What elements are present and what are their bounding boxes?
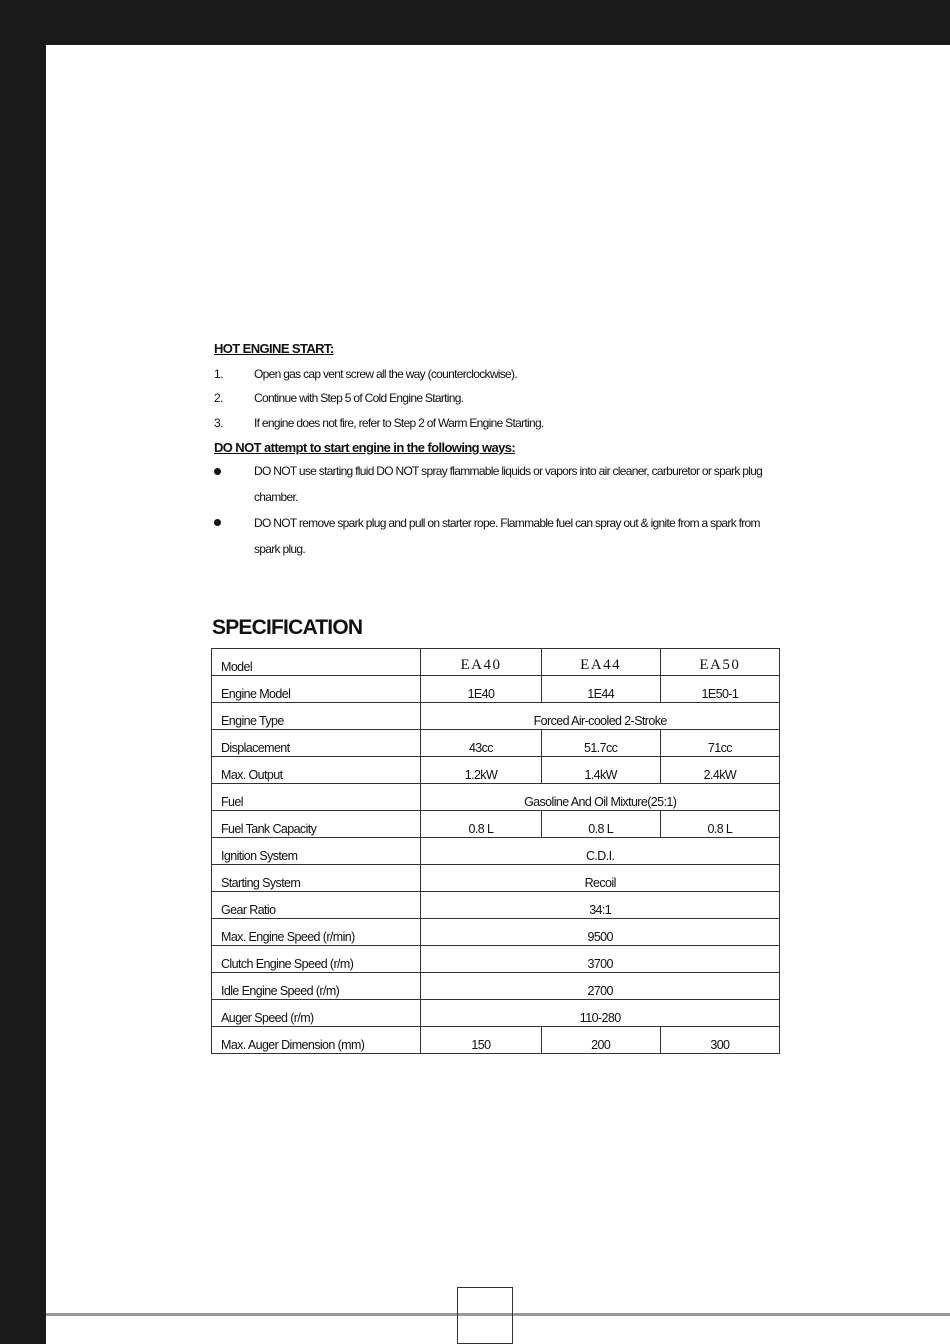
- page-number-box: [457, 1287, 513, 1344]
- spec-row: [212, 730, 780, 757]
- spec-label: Starting System: [212, 865, 421, 892]
- spec-label: Idle Engine Speed (r/m): [212, 973, 421, 1000]
- step-text: Continue with Step 5 of Cold Engine Starting.: [254, 391, 464, 405]
- spec-row: [212, 676, 780, 703]
- spec-row: [212, 649, 780, 676]
- spec-value-merged: Gasoline And Oil Mixture(25:1): [421, 784, 780, 811]
- warnings-heading: DO NOT attempt to start engine in the following ways:: [214, 440, 516, 455]
- spec-row: [212, 973, 780, 1000]
- bullet-icon: [214, 519, 221, 526]
- spec-label: Max. Output: [212, 757, 421, 784]
- spec-row: [212, 1000, 780, 1027]
- spec-value: 150: [421, 1027, 541, 1054]
- spec-value-merged: 34:1: [421, 892, 780, 919]
- spec-row: [212, 757, 780, 784]
- spec-value: 43cc: [421, 730, 541, 757]
- step-number: 2.: [214, 391, 224, 405]
- spec-row: [212, 865, 780, 892]
- step-number: 1.: [214, 367, 224, 381]
- step-number: 3.: [214, 416, 224, 430]
- spec-value-merged: 2700: [421, 973, 780, 1000]
- spec-row: [212, 811, 780, 838]
- spec-value: 300: [660, 1027, 779, 1054]
- spec-label: Max. Engine Speed (r/min): [212, 919, 421, 946]
- spec-value: 0.8 L: [660, 811, 779, 838]
- spec-value: 200: [541, 1027, 660, 1054]
- spec-label: Engine Type: [212, 703, 421, 730]
- warning-item: DO NOT use starting fluid DO NOT spray flammable liquids or vapors into air cleaner, carburetor or spark plug chamber.: [254, 464, 763, 504]
- spec-label: Max. Auger Dimension (mm): [212, 1027, 421, 1054]
- hot-engine-start-heading: HOT ENGINE START:: [214, 341, 334, 356]
- spec-row: [212, 784, 780, 811]
- model-header-cell: EA50: [660, 649, 779, 676]
- spec-label: Clutch Engine Speed (r/m): [212, 946, 421, 973]
- spec-value-merged: 3700: [421, 946, 780, 973]
- spec-label: Displacement: [212, 730, 421, 757]
- spec-value-merged: Forced Air-cooled 2-Stroke: [421, 703, 780, 730]
- model-header-cell: EA44: [541, 649, 660, 676]
- spec-value: 51.7cc: [541, 730, 660, 757]
- spec-value: 71cc: [660, 730, 779, 757]
- spec-value: 1E44: [541, 676, 660, 703]
- spec-label: Fuel Tank Capacity: [212, 811, 421, 838]
- spec-value: 1.4kW: [541, 757, 660, 784]
- model-header-cell: EA40: [421, 649, 541, 676]
- spec-value: 1.2kW: [421, 757, 541, 784]
- spec-value: 0.8 L: [541, 811, 660, 838]
- spec-value-merged: Recoil: [421, 865, 780, 892]
- spec-value-merged: C.D.I.: [421, 838, 780, 865]
- spec-row: [212, 703, 780, 730]
- spec-value: 2.4kW: [660, 757, 779, 784]
- spec-row: [212, 838, 780, 865]
- spec-row: [212, 946, 780, 973]
- spec-row: [212, 892, 780, 919]
- spec-value: 1E50-1: [660, 676, 779, 703]
- warning-item: DO NOT remove spark plug and pull on starter rope. Flammable fuel can spray out & ignite from a spark from spark plug.: [254, 516, 760, 556]
- spec-label: Ignition System: [212, 838, 421, 865]
- spec-row: [212, 1027, 780, 1054]
- spec-label: Auger Speed (r/m): [212, 1000, 421, 1027]
- spec-value-merged: 110-280: [421, 1000, 780, 1027]
- bullet-icon: [214, 468, 221, 475]
- spec-label: Fuel: [212, 784, 421, 811]
- specification-table-body: [212, 649, 780, 1054]
- spec-label: Gear Ratio: [212, 892, 421, 919]
- specification-title: SPECIFICATION: [212, 616, 363, 639]
- spec-value: 0.8 L: [421, 811, 541, 838]
- step-text: Open gas cap vent screw all the way (counterclockwise).: [254, 367, 517, 381]
- spec-value-merged: 9500: [421, 919, 780, 946]
- specification-table: [211, 648, 780, 1054]
- spec-value: 1E40: [421, 676, 541, 703]
- spec-label: Model: [212, 649, 421, 676]
- step-text: If engine does not fire, refer to Step 2 of Warm Engine Starting.: [254, 416, 544, 430]
- spec-row: [212, 919, 780, 946]
- spec-label: Engine Model: [212, 676, 421, 703]
